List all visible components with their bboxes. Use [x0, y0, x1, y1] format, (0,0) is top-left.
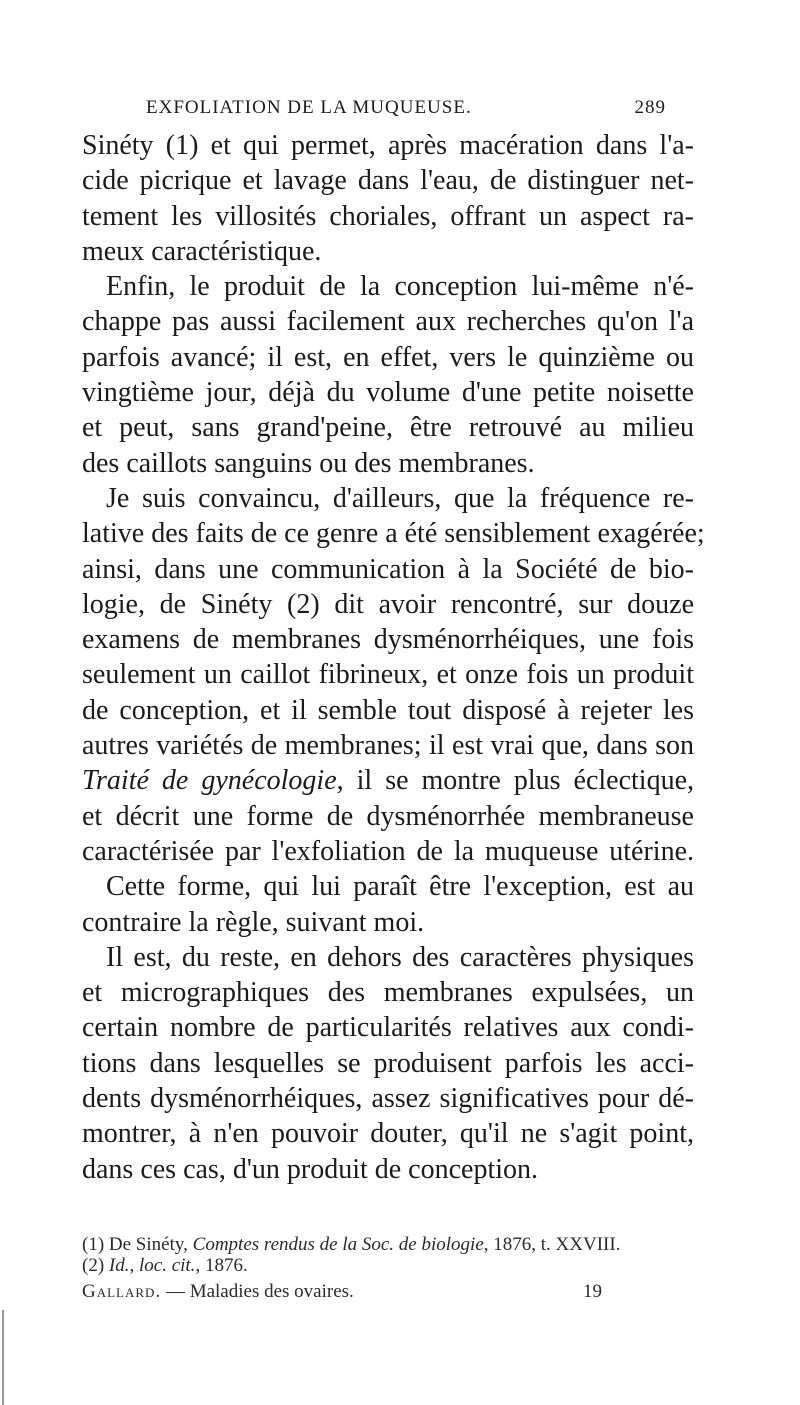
text-line: parfois avancé; il est, en effet, vers le quinzième ou [82, 341, 694, 373]
footer-author: Gallard. [82, 1281, 162, 1302]
footnote-source-italic: Id., loc. cit. [108, 1255, 196, 1276]
footnote-text: , 1876, t. XXVIII. [483, 1234, 621, 1255]
text-line: lative des faits de ce genre a été sensiblement exagérée; [82, 518, 705, 550]
footnote-text: (2) [82, 1255, 109, 1276]
footnote-1 [82, 1234, 694, 1255]
text-fragment: , il se montre plus éclectique, [336, 765, 694, 797]
footnote-source-italic: Comptes rendus de la Soc. de biologie [192, 1234, 484, 1255]
footnote-text: (1) De Sinéty, [82, 1234, 193, 1255]
printer-signature-line [82, 1281, 602, 1303]
text-line: vingtième jour, déjà du volume d'une petite noisette [82, 377, 694, 409]
text-line: montrer, à n'en pouvoir douter, qu'il ne s'agit point, [82, 1118, 694, 1150]
text-line: cide picrique et lavage dans l'eau, de distinguer net- [82, 165, 694, 197]
footnote-text: , 1876. [195, 1255, 248, 1276]
signature-mark: 19 [583, 1281, 602, 1302]
text-line: Il est, du reste, en dehors des caractères physiques [106, 941, 694, 973]
text-line: dans ces cas, d'un produit de conception. [82, 1153, 539, 1185]
footer-book-title: — Maladies des ovaires. [161, 1281, 354, 1302]
text-line: Enfin, le produit de la conception lui-même n'é- [106, 271, 694, 303]
text-line: contraire la règle, suivant moi. [82, 906, 425, 938]
text-line: certain nombre de particularités relatives aux condi- [82, 1012, 694, 1044]
page-number: 289 [634, 97, 666, 118]
text-line: chappe pas aussi facilement aux recherches qu'on l'a [82, 306, 694, 338]
text-line: de conception, et il semble tout disposé à rejeter les [82, 694, 694, 726]
text-line: seulement un caillot fibrineux, et onze fois un produit [82, 659, 694, 691]
text-line: ainsi, dans une communication à la Société de bio- [82, 553, 694, 585]
text-line: des caillots sanguins ou des membranes. [82, 447, 535, 479]
text-line: et décrit une forme de dysménorrhée membraneuse [82, 800, 694, 832]
text-line: et micrographiques des membranes expulsées, un [82, 977, 694, 1009]
text-line: Cette forme, qui lui paraît être l'exception, est au [106, 871, 694, 903]
text-line: meux caractéristique. [82, 235, 322, 267]
text-line: et peut, sans grand'peine, être retrouvé au milieu [82, 412, 694, 444]
text-line: Je suis convaincu, d'ailleurs, que la fréquence re- [106, 482, 694, 514]
footnote-2 [82, 1255, 694, 1276]
text-line: tement les villosités choriales, offrant un aspect ra- [82, 200, 694, 232]
running-head-title: EXFOLIATION DE LA MUQUEUSE. [146, 97, 472, 118]
text-line: dents dysménorrhéiques, assez significatives pour dé- [82, 1083, 694, 1115]
text-line: autres variétés de membranes; il est vrai que, dans son [82, 730, 694, 762]
body-text [82, 128, 705, 1187]
text-line: caractérisée par l'exfoliation de la muqueuse utérine. [82, 835, 694, 867]
text-line: tions dans lesquelles se produisent parfois les acci- [82, 1047, 694, 1079]
text-line: examens de membranes dysménorrhéiques, une fois [82, 624, 694, 656]
book-title-italic: Traité de gynécologie [82, 765, 337, 797]
text-line-with-title [82, 763, 694, 798]
scan-edge-mark [2, 1310, 4, 1405]
footnotes [82, 1234, 694, 1276]
text-line: logie, de Sinéty (2) dit avoir rencontré, sur douze [82, 588, 694, 620]
text-line: Sinéty (1) et qui permet, après macération dans l'a- [82, 130, 694, 161]
